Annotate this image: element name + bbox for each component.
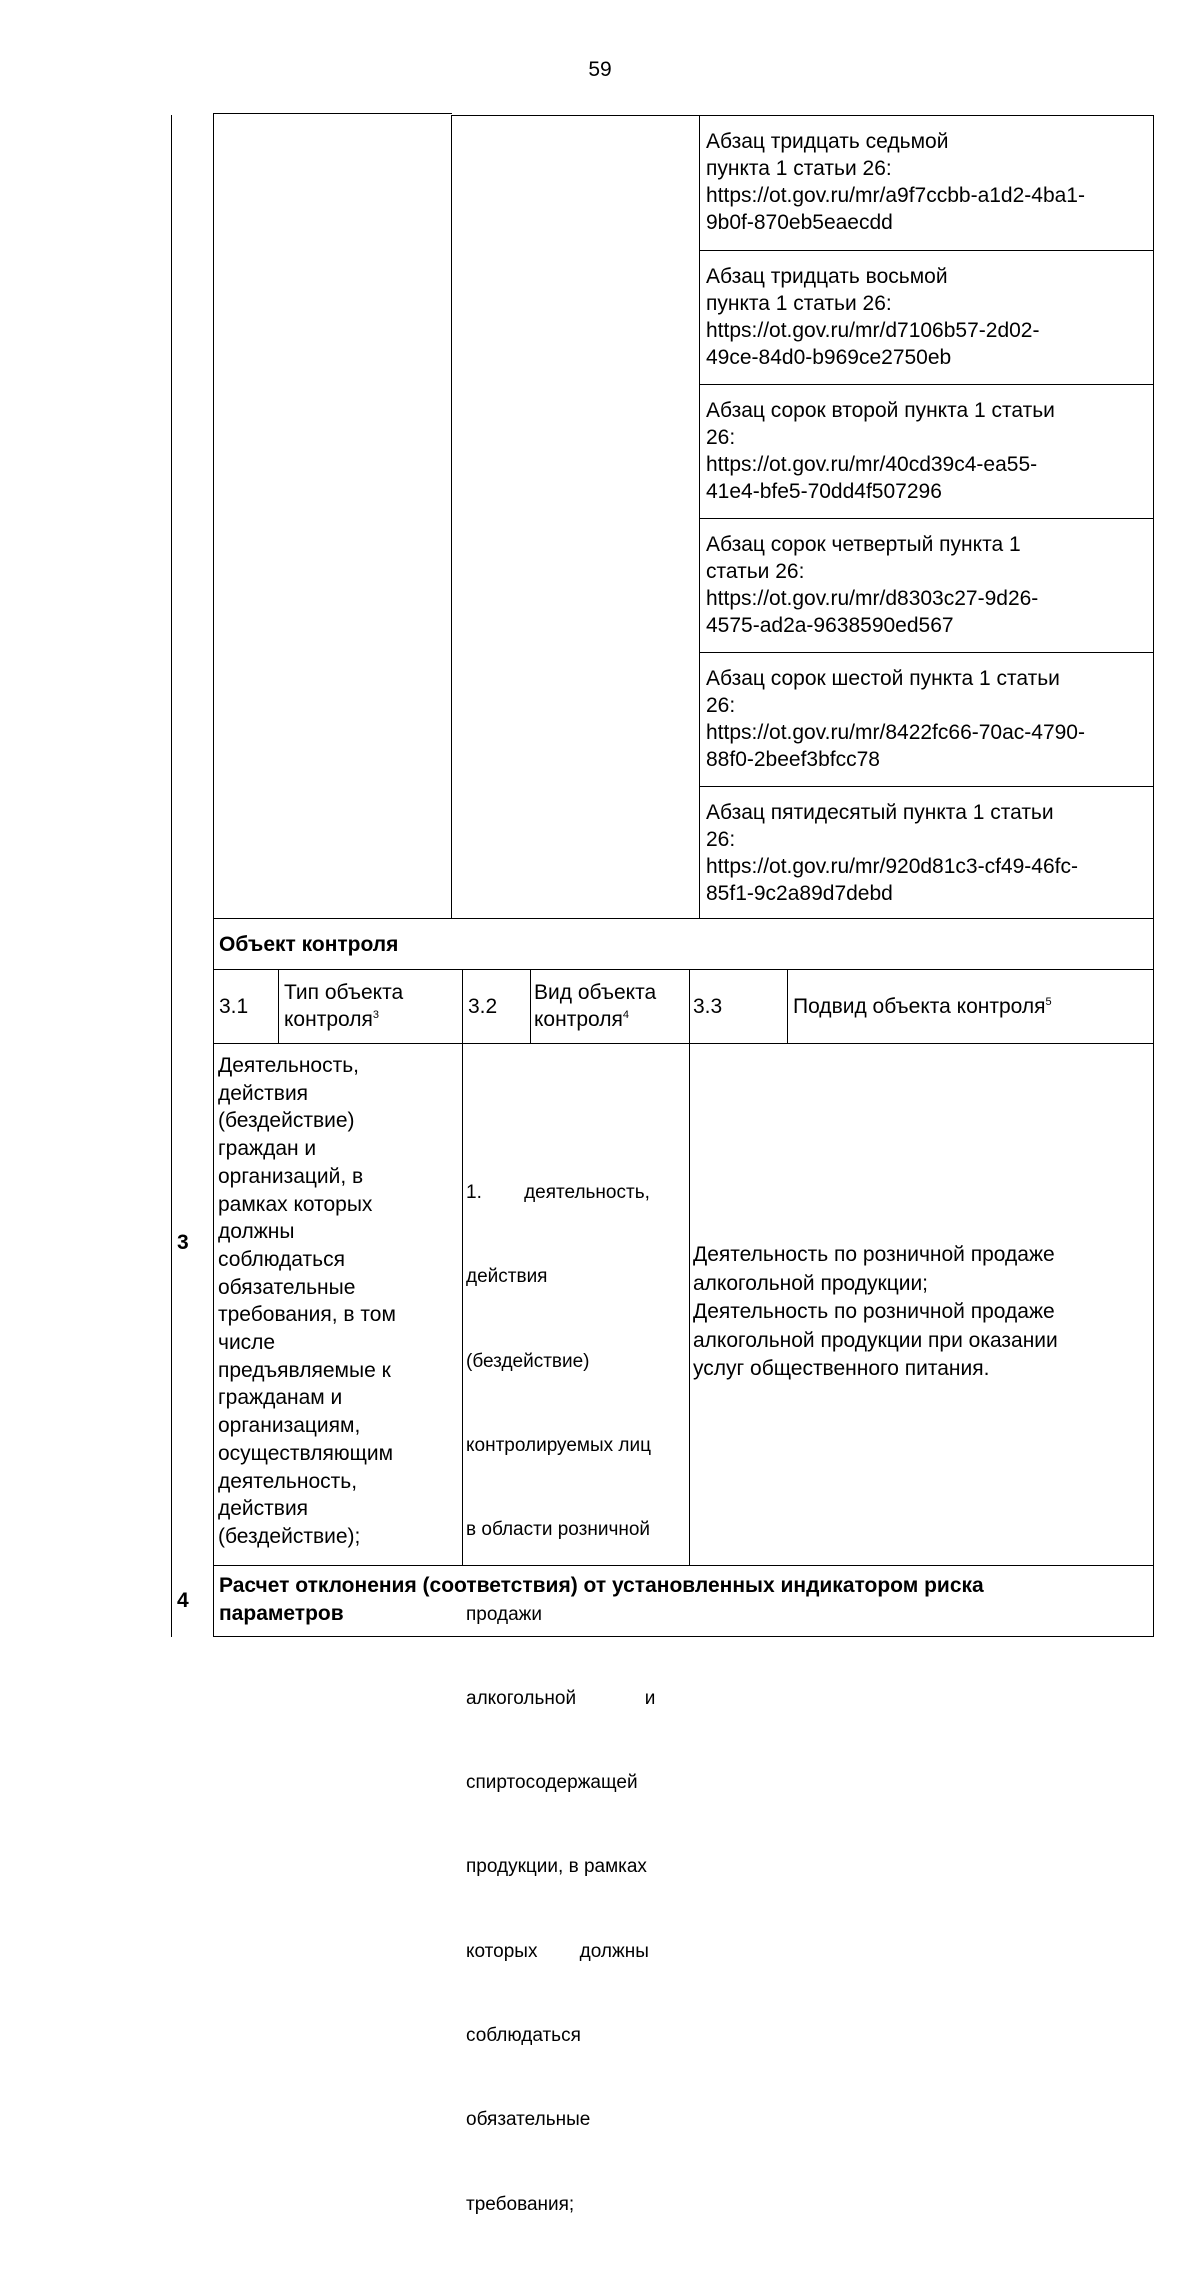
empty-cell-2 bbox=[451, 115, 700, 919]
section-4-left-line bbox=[171, 1565, 172, 1637]
reference-url: https://ot.gov.ru/mr/d8303c27-9d26- bbox=[706, 587, 1039, 610]
page-number: 59 bbox=[588, 58, 612, 81]
reference-url: https://ot.gov.ru/mr/a9f7ccbb-a1d2-4ba1- bbox=[706, 184, 1085, 207]
text-line: алкогольной продукции при оказании bbox=[693, 1328, 1058, 1352]
text-line: Деятельность, bbox=[218, 1054, 360, 1077]
text-line: должны bbox=[218, 1220, 295, 1244]
text-line: продукции, в рамках bbox=[466, 1856, 647, 1878]
reference-title: пункта 1 статьи 26: bbox=[706, 292, 892, 315]
text-line: алкогольной и bbox=[466, 1687, 656, 1709]
header-type bbox=[278, 969, 463, 1044]
text-line: деятельность, bbox=[218, 1469, 358, 1493]
reference-url: https://ot.gov.ru/mr/40cd39c4-ea55- bbox=[706, 453, 1038, 476]
reference-title: Абзац тридцать восьмой bbox=[706, 265, 948, 288]
reference-url: 85f1-9c2a89d7debd bbox=[706, 882, 893, 905]
header-num-text: 3.1 bbox=[219, 995, 249, 1018]
reference-cell bbox=[699, 518, 1154, 653]
reference-title: Абзац тридцать седьмой bbox=[706, 130, 949, 153]
text-line: (бездействие); bbox=[218, 1524, 361, 1548]
text-line: требования, в том bbox=[218, 1303, 396, 1327]
reference-url: 49ce-84d0-b969ce2750eb bbox=[706, 346, 952, 369]
reference-url: 88f0-2beef3bfcc78 bbox=[706, 748, 880, 771]
reference-cell bbox=[699, 384, 1154, 519]
text-line: алкогольной продукции; bbox=[693, 1271, 929, 1295]
reference-title: Абзац сорок шестой пункта 1 статьи bbox=[706, 667, 1060, 690]
text-line: которых должны bbox=[466, 1940, 649, 1962]
text-line: контролируемых лиц bbox=[466, 1435, 651, 1457]
empty-cell-1 bbox=[213, 113, 452, 919]
footnote-ref: 5 bbox=[1045, 996, 1052, 1008]
left-margin-line bbox=[171, 115, 172, 918]
reference-url: https://ot.gov.ru/mr/8422fc66-70ac-4790- bbox=[706, 721, 1085, 744]
reference-title: 26: bbox=[706, 426, 736, 449]
reference-title: пункта 1 статьи 26: bbox=[706, 157, 892, 180]
text-line: граждан и bbox=[218, 1137, 317, 1161]
header-type-line: контроля$^3$ bbox=[284, 1008, 379, 1031]
text-line: продажи bbox=[466, 1603, 542, 1625]
reference-url: 4575-ad2a-9638590ed567 bbox=[706, 614, 954, 637]
section-4-number: 4 bbox=[177, 1589, 189, 1612]
text-line: действия bbox=[218, 1497, 309, 1521]
header-subkind bbox=[787, 969, 1154, 1044]
text-line: организациям, bbox=[218, 1414, 361, 1438]
header-num-3-3 bbox=[689, 969, 788, 1044]
reference-cell bbox=[699, 652, 1154, 787]
text-line: организаций, в bbox=[218, 1164, 364, 1188]
text-line: обязательные bbox=[218, 1275, 356, 1299]
section-4-title-line: Расчет отклонения (соответствия) от установленных индикатором риска bbox=[219, 1574, 984, 1597]
text-line: гражданам и bbox=[218, 1386, 343, 1410]
object-type-cell bbox=[213, 1043, 463, 1566]
text-line: Деятельность по розничной продаже bbox=[693, 1300, 1055, 1323]
text-line: рамках которых bbox=[218, 1192, 373, 1216]
reference-url: https://ot.gov.ru/mr/920d81c3-cf49-46fc- bbox=[706, 855, 1078, 878]
object-subkind-cell bbox=[689, 1043, 1154, 1566]
reference-url: 41e4-bfe5-70dd4f507296 bbox=[706, 480, 942, 503]
reference-cell bbox=[699, 115, 1154, 251]
header-kind-line: Вид объекта bbox=[534, 981, 657, 1004]
header-num-text: 3.3 bbox=[693, 995, 723, 1018]
text-line: (бездействие) bbox=[466, 1350, 590, 1372]
header-num-3-2 bbox=[462, 969, 531, 1044]
text-line: требования; bbox=[466, 2193, 575, 2215]
text-line: спиртосодержащей bbox=[466, 1772, 638, 1794]
section-3-title-cell bbox=[213, 918, 1154, 970]
footnote-ref: 4 bbox=[622, 1009, 629, 1021]
text-line: (бездействие) bbox=[218, 1109, 355, 1133]
section-3-left-line bbox=[171, 918, 172, 1566]
object-subkind-text bbox=[693, 1241, 1058, 1384]
reference-cell bbox=[699, 786, 1154, 919]
reference-title: 26: bbox=[706, 694, 736, 717]
text-line: осуществляющим bbox=[218, 1441, 394, 1465]
reference-title: Абзац пятидесятый пункта 1 статьи bbox=[706, 801, 1054, 824]
reference-cell bbox=[699, 250, 1154, 385]
object-type-text bbox=[218, 1052, 396, 1551]
section-4-title-line: параметров bbox=[219, 1602, 344, 1625]
section-3-number: 3 bbox=[177, 1231, 189, 1254]
reference-title: 26: bbox=[706, 828, 736, 851]
reference-title: Абзац сорок четвертый пункта 1 bbox=[706, 533, 1021, 556]
footnote-ref: 3 bbox=[372, 1009, 379, 1021]
reference-url: 9b0f-870eb5eaecdd bbox=[706, 211, 893, 234]
text-line: в области розничной bbox=[466, 1519, 651, 1541]
text-line: числе bbox=[218, 1331, 276, 1355]
text-line: соблюдаться bbox=[218, 1247, 345, 1271]
text-line: соблюдаться bbox=[466, 2025, 581, 2046]
section-4-title-cell bbox=[213, 1565, 1154, 1637]
reference-url: https://ot.gov.ru/mr/d7106b57-2d02- bbox=[706, 319, 1040, 342]
text-line: действия bbox=[218, 1081, 309, 1105]
reference-title: статьи 26: bbox=[706, 560, 805, 583]
header-kind bbox=[530, 969, 690, 1044]
text-line: 1. деятельность, bbox=[466, 1182, 650, 1204]
section-3-title: Объект контроля bbox=[219, 933, 399, 956]
header-subkind-line: Подвид объекта контроля$^5$ bbox=[793, 995, 1052, 1018]
header-num-3-1 bbox=[213, 969, 279, 1044]
header-kind-line: контроля$^4$ bbox=[534, 1008, 629, 1031]
header-num-text: 3.2 bbox=[468, 995, 498, 1018]
text-line: действия bbox=[466, 1266, 548, 1288]
object-kind-text bbox=[466, 1123, 655, 2275]
header-type-line: Тип объекта bbox=[284, 981, 404, 1004]
text-line: Деятельность по розничной продаже bbox=[693, 1243, 1055, 1266]
text-line: услуг общественного питания. bbox=[693, 1357, 990, 1380]
reference-title: Абзац сорок второй пункта 1 статьи bbox=[706, 399, 1055, 422]
text-line: предъявляемые к bbox=[218, 1358, 391, 1382]
object-kind-cell bbox=[462, 1043, 690, 2215]
text-line: обязательные bbox=[466, 2109, 591, 2131]
